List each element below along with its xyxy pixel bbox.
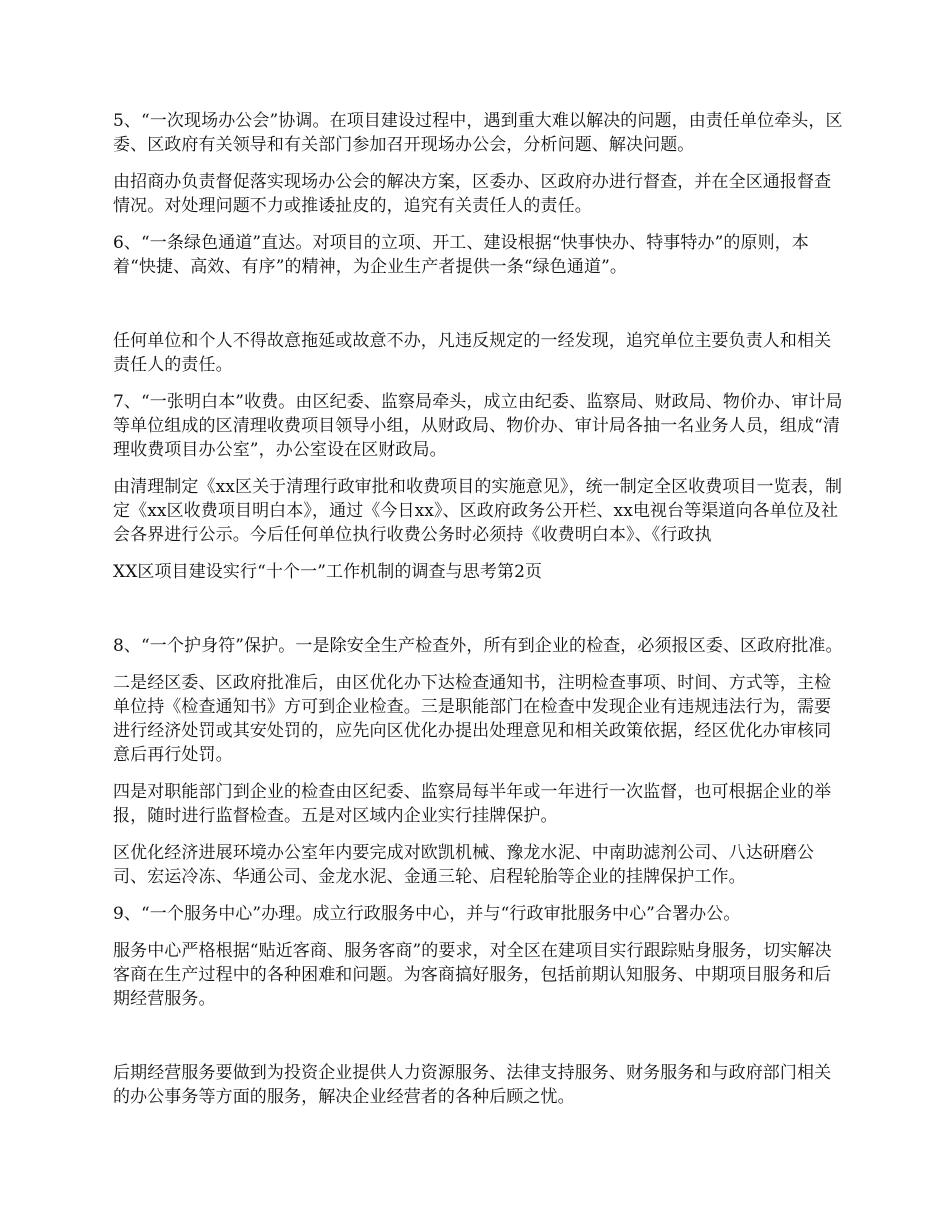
paragraph-item-5: 5、“一次现场办公会”协调。在项目建设过程中，遇到重大难以解决的问题，由责任单位牵头，区委、区政府有关领导和有关部门参加召开现场办公会，分析问题、解决问题。 bbox=[113, 111, 843, 155]
document-page bbox=[113, 109, 845, 1122]
paragraph-supervision: 由招商办负责督促落实现场办公会的解决方案，区委办、区政府办进行督查，并在全区通报督查情况。对处理问题不力或推诿扯皮的，追究有关责任人的责任。 bbox=[113, 172, 832, 216]
paragraph-service-center: 服务中心严格根据“贴近客商、服务客商”的要求，对全区在建项目实行跟踪贴身服务，切实解决客商在生产过程中的各种困难和问题。为客商搞好服务，包括前期认知服务、中期项目服务和后期经营服务。 bbox=[113, 941, 832, 1009]
paragraph-later-service: 后期经营服务要做到为投资企业提供人力资源服务、法律支持服务、财务服务和与政府部门相关的办公事务等方面的服务，解决企业经营者的各种后顾之忧。 bbox=[113, 1063, 832, 1107]
paragraph-item-8: 8、“一个护身符”保护。一是除安全生产检查外，所有到企业的检查，必须报区委、区政府批准。 bbox=[113, 636, 843, 656]
paragraph-listed-protection: 区优化经济进展环境办公室年内要完成对欧凯机械、豫龙水泥、中南助滤剂公司、八达研磨公司、宏运冷冻、华通公司、金龙水泥、金通三轮、启程轮胎等企业的挂牌保护工作。 bbox=[113, 843, 815, 887]
page-header-line: XX区项目建设实行“十个一”工作机制的调查与思考第2页 bbox=[113, 562, 543, 582]
paragraph-supervision-check: 四是对职能部门到企业的检查由区纪委、监察局每半年或一年进行一次监督，也可根据企业的举报，随时进行监督检查。五是对区域内企业实行挂牌保护。 bbox=[113, 782, 832, 826]
paragraph-item-9: 9、“一个服务中心”办理。成立行政服务中心，并与“行政审批服务中心”合署办公。 bbox=[113, 904, 741, 924]
paragraph-fee-list: 由清理制定《xx区关于清理行政审批和收费项目的实施意见》，统一制定全区收费项目一览表，制定《xx区收费项目明白本》，通过《今日xx》、区政府政务公开栏、xx电视台等渠道向各单位及社会各界进行公示。今后任何单位执行收费公务时必须持《收费明白本》、《行政执 bbox=[113, 477, 843, 545]
paragraph-no-delay: 任何单位和个人不得故意拖延或故意不办，凡违反规定的一经发现，追究单位主要负责人和相关责任人的责任。 bbox=[113, 331, 832, 375]
paragraph-item-6: 6、“一条绿色通道”直达。对项目的立项、开工、建设根据“快事快办、特事特办”的原则，本着“快捷、高效、有序”的精神，为企业生产者提供一条“绿色通道”。 bbox=[113, 233, 809, 277]
paragraph-inspection-notice: 二是经区委、区政府批准后，由区优化办下达检查通知书，注明检查事项、时间、方式等，主检单位持《检查通知书》方可到企业检查。三是职能部门在检查中发现企业有违规违法行为，需要进行经济处罚或其安处罚的，应先向区优化办提出处理意见和相关政策依据，经区优化办审核同意后再行处罚。 bbox=[113, 673, 832, 765]
paragraph-item-7: 7、“一张明白本”收费。由区纪委、监察局牵头，成立由纪委、监察局、财政局、物价办、审计局等单位组成的区清理收费项目领导小组，从财政局、物价办、审计局各抽一名业务人员，组成“清理收费项目办公室”，办公室设在区财政局。 bbox=[113, 392, 843, 460]
